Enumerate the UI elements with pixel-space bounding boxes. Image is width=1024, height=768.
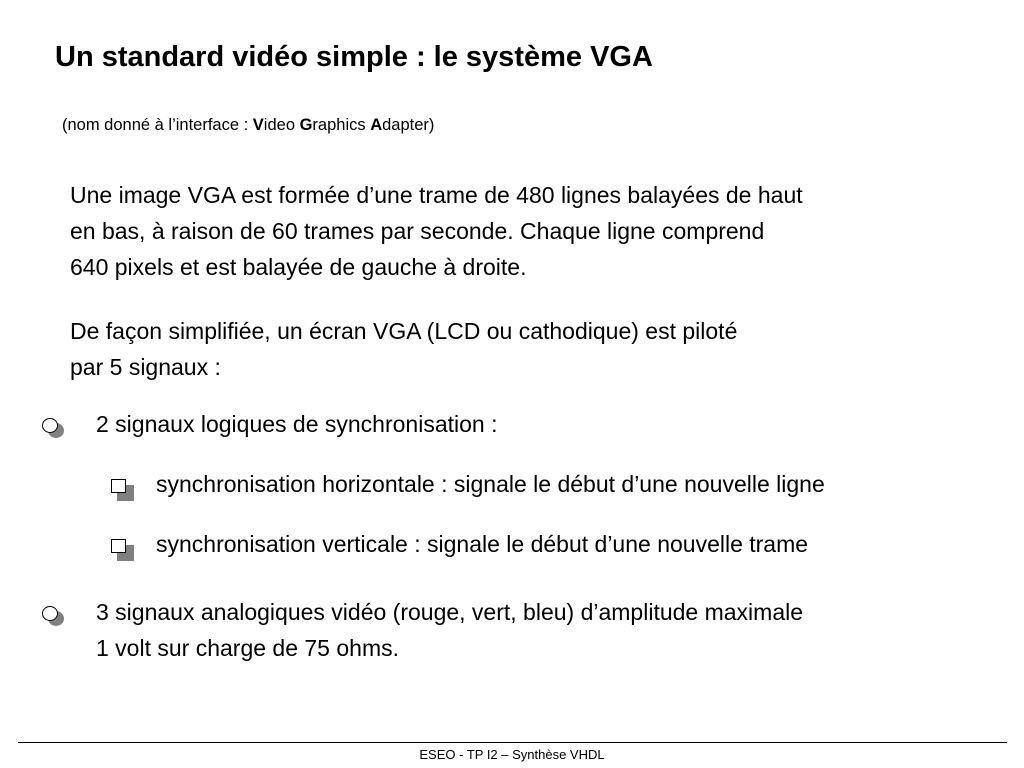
sub-bullet-vertical-sync: synchronisation verticale : signale le début d’une nouvelle trame bbox=[156, 531, 809, 557]
subtitle-a-rest: dapter) bbox=[382, 116, 435, 134]
paragraph-line: par 5 signaux : bbox=[70, 354, 221, 380]
paragraph-line: en bas, à raison de 60 trames par seconde. Chaque ligne comprend bbox=[70, 218, 765, 244]
footer-text: ESEO - TP I2 – Synthèse VHDL bbox=[419, 747, 605, 762]
circle-bullet-icon bbox=[42, 418, 64, 438]
subtitle-prefix: (nom donné à l’interface : bbox=[62, 116, 253, 134]
footer-divider bbox=[18, 742, 1007, 743]
subtitle-v-letter: V bbox=[252, 116, 264, 134]
circle-bullet-icon bbox=[42, 606, 64, 626]
subtitle-g-rest: raphics bbox=[312, 116, 371, 134]
bullet-line: 3 signaux analogiques vidéo (rouge, vert, bleu) d’amplitude maximale bbox=[96, 599, 804, 625]
paragraph-line: Une image VGA est formée d’une trame de 480 lignes balayées de haut bbox=[70, 182, 803, 208]
paragraph-line: De façon simplifiée, un écran VGA (LCD ou cathodique) est piloté bbox=[70, 318, 738, 344]
square-bullet-icon bbox=[111, 479, 135, 501]
paragraph-vga-image bbox=[70, 177, 803, 285]
subtitle-v-rest: ideo bbox=[263, 116, 300, 134]
bullet-sync-signals: 2 signaux logiques de synchronisation : bbox=[96, 411, 498, 437]
slide-title: Un standard vidéo simple : le système VGA bbox=[55, 41, 653, 73]
paragraph-vga-signals bbox=[70, 313, 737, 385]
slide-subtitle bbox=[62, 116, 434, 135]
bullet-line: 1 volt sur charge de 75 ohms. bbox=[96, 635, 399, 661]
paragraph-line: 640 pixels et est balayée de gauche à droite. bbox=[70, 254, 527, 280]
square-bullet-icon bbox=[111, 539, 135, 561]
bullet-analog-signals bbox=[96, 594, 803, 666]
sub-bullet-horizontal-sync: synchronisation horizontale : signale le début d’une nouvelle ligne bbox=[156, 471, 825, 497]
subtitle-a-letter: A bbox=[370, 116, 383, 134]
subtitle-g-letter: G bbox=[299, 116, 313, 134]
